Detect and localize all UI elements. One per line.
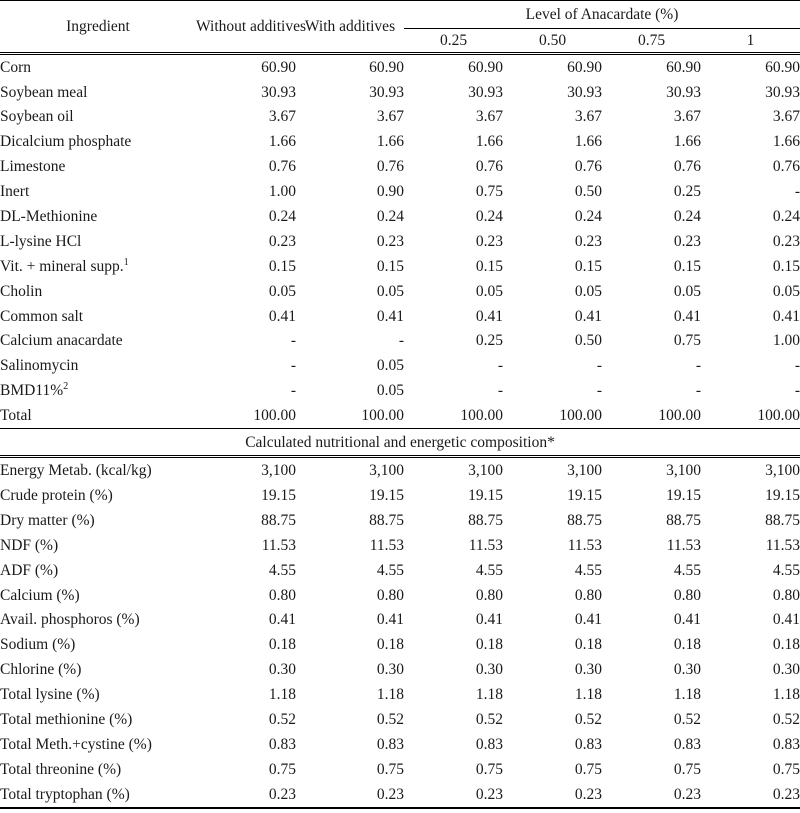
cell-value: 0.25 bbox=[475, 332, 503, 350]
cell-value: 0.80 bbox=[574, 586, 602, 604]
cell-value: 0.52 bbox=[574, 710, 602, 728]
cell-value: 0.24 bbox=[376, 208, 404, 226]
cell-value: 0.76 bbox=[268, 158, 296, 176]
cell-value: 0.30 bbox=[475, 661, 503, 679]
table-header bbox=[0, 1, 800, 54]
column-header-without-additives: Without additives bbox=[196, 1, 296, 53]
cell-value: - bbox=[497, 357, 503, 375]
cell-value: 0.41 bbox=[772, 611, 800, 629]
cell-value: 0.15 bbox=[574, 257, 602, 275]
cell-value: 11.53 bbox=[567, 536, 602, 554]
cell-value: 4.55 bbox=[376, 561, 404, 579]
cell-value: 0.75 bbox=[475, 760, 503, 778]
cell-value: 0.76 bbox=[574, 158, 602, 176]
cell-value: 0.23 bbox=[574, 785, 602, 803]
cell-value: - bbox=[398, 332, 404, 350]
cell-value: 0.24 bbox=[574, 208, 602, 226]
cell-value: 0.41 bbox=[673, 307, 701, 325]
row-label-nutrient: Dry matter (%) bbox=[0, 511, 95, 529]
cell-value: 0.41 bbox=[268, 307, 296, 325]
cell-value: 0.76 bbox=[673, 158, 701, 176]
cell-value: 0.80 bbox=[475, 586, 503, 604]
cell-value: 100.00 bbox=[559, 407, 602, 425]
cell-value: 3.67 bbox=[475, 108, 503, 126]
rule-line bbox=[0, 807, 800, 808]
cell-value: 1.18 bbox=[574, 686, 602, 704]
table-row bbox=[0, 657, 800, 682]
table-row bbox=[0, 682, 800, 707]
cell-value: 88.75 bbox=[567, 511, 602, 529]
cell-value: 3,100 bbox=[567, 462, 602, 480]
table-row bbox=[0, 403, 800, 428]
cell-value: 1.66 bbox=[673, 133, 701, 151]
table-row bbox=[0, 354, 800, 379]
cell-value: 0.80 bbox=[268, 586, 296, 604]
cell-value: 0.24 bbox=[673, 208, 701, 226]
cell-value: 11.53 bbox=[765, 536, 800, 554]
column-header-level-2: 0.75 bbox=[637, 31, 666, 49]
cell-value: 0.18 bbox=[574, 636, 602, 654]
row-label-nutrient: Total threonine (%) bbox=[0, 760, 122, 778]
cell-value: 0.75 bbox=[268, 760, 296, 778]
cell-value: 60.90 bbox=[369, 58, 404, 76]
cell-value: 0.80 bbox=[376, 586, 404, 604]
cell-value: 0.80 bbox=[772, 586, 800, 604]
cell-value: 0.18 bbox=[376, 636, 404, 654]
cell-value: 0.05 bbox=[376, 357, 404, 375]
cell-value: 0.23 bbox=[673, 232, 701, 250]
cell-value: 30.93 bbox=[765, 83, 800, 101]
cell-value: 0.50 bbox=[574, 183, 602, 201]
row-label-nutrient: Sodium (%) bbox=[0, 636, 76, 654]
cell-value: 0.23 bbox=[376, 785, 404, 803]
cell-value: 0.24 bbox=[475, 208, 503, 226]
table-row bbox=[0, 558, 800, 583]
cell-value: 0.41 bbox=[673, 611, 701, 629]
cell-value: 3.67 bbox=[772, 108, 800, 126]
cell-value: 100.00 bbox=[757, 407, 800, 425]
cell-value: 3.67 bbox=[376, 108, 404, 126]
cell-value: 0.25 bbox=[673, 183, 701, 201]
cell-value: 88.75 bbox=[261, 511, 296, 529]
cell-value: 0.18 bbox=[268, 636, 296, 654]
column-header-level-3: 1 bbox=[746, 31, 755, 49]
row-label-ingredient: Dicalcium phosphate bbox=[0, 133, 132, 151]
cell-value: 0.18 bbox=[772, 636, 800, 654]
cell-value: 100.00 bbox=[658, 407, 701, 425]
table-row bbox=[0, 633, 800, 658]
cell-value: 0.30 bbox=[268, 661, 296, 679]
cell-value: 11.53 bbox=[369, 536, 404, 554]
cell-value: 3.67 bbox=[673, 108, 701, 126]
cell-value: 0.41 bbox=[268, 611, 296, 629]
cell-value: 0.52 bbox=[475, 710, 503, 728]
cell-value: 3,100 bbox=[261, 462, 296, 480]
column-group-header-level-of-anacardate: Level of Anacardate (%) bbox=[404, 1, 800, 29]
table-row bbox=[0, 379, 800, 404]
cell-value: 0.41 bbox=[574, 611, 602, 629]
table-row bbox=[0, 583, 800, 608]
cell-value: 0.05 bbox=[376, 382, 404, 400]
cell-value: 0.23 bbox=[673, 785, 701, 803]
cell-value: 1.00 bbox=[268, 183, 296, 201]
cell-value: 19.15 bbox=[261, 486, 296, 504]
cell-value: 0.30 bbox=[376, 661, 404, 679]
cell-value: 88.75 bbox=[468, 511, 503, 529]
cell-value: - bbox=[695, 357, 701, 375]
table-row bbox=[0, 608, 800, 633]
cell-value: - bbox=[695, 382, 701, 400]
cell-value: 0.23 bbox=[376, 232, 404, 250]
cell-value: 11.53 bbox=[261, 536, 296, 554]
cell-value: 0.18 bbox=[673, 636, 701, 654]
cell-value: 0.75 bbox=[673, 760, 701, 778]
table-row bbox=[0, 732, 800, 757]
cell-value: 1.66 bbox=[268, 133, 296, 151]
cell-value: 30.93 bbox=[261, 83, 296, 101]
cell-value: 0.41 bbox=[475, 611, 503, 629]
column-header-ingredient: Ingredient bbox=[0, 1, 196, 53]
cell-value: 19.15 bbox=[765, 486, 800, 504]
column-header-with-additives: With additives bbox=[296, 1, 404, 53]
cell-value: - bbox=[596, 357, 602, 375]
cell-value: 19.15 bbox=[567, 486, 602, 504]
table-row bbox=[0, 508, 800, 533]
cell-value: 0.52 bbox=[268, 710, 296, 728]
cell-value: - bbox=[596, 382, 602, 400]
footnote-marker: 2 bbox=[63, 381, 69, 393]
cell-value: 30.93 bbox=[369, 83, 404, 101]
cell-value: 0.30 bbox=[673, 661, 701, 679]
cell-value: 0.15 bbox=[772, 257, 800, 275]
table-row bbox=[0, 130, 800, 155]
cell-value: 0.05 bbox=[673, 282, 701, 300]
cell-value: 0.50 bbox=[574, 332, 602, 350]
cell-value: 0.30 bbox=[574, 661, 602, 679]
table-row bbox=[0, 757, 800, 782]
table-row bbox=[0, 483, 800, 508]
cell-value: 0.05 bbox=[376, 282, 404, 300]
row-label-ingredient: Cholin bbox=[0, 282, 43, 300]
row-label-nutrient: Total tryptophan (%) bbox=[0, 785, 130, 803]
table-row bbox=[0, 533, 800, 558]
cell-value: 0.23 bbox=[475, 785, 503, 803]
row-label-ingredient: Total bbox=[0, 407, 32, 425]
cell-value: 0.83 bbox=[268, 735, 296, 753]
cell-value: 100.00 bbox=[460, 407, 503, 425]
row-label-ingredient: Soybean meal bbox=[0, 83, 88, 101]
cell-value: 30.93 bbox=[567, 83, 602, 101]
cell-value: 0.41 bbox=[376, 611, 404, 629]
table-row bbox=[0, 155, 800, 180]
cell-value: 0.80 bbox=[673, 586, 701, 604]
row-label-nutrient: Chlorine (%) bbox=[0, 661, 82, 679]
table-row bbox=[0, 179, 800, 204]
cell-value: - bbox=[794, 357, 800, 375]
ingredient-rows-body bbox=[0, 54, 800, 429]
cell-value: 0.23 bbox=[574, 232, 602, 250]
cell-value: 4.55 bbox=[673, 561, 701, 579]
row-label-ingredient: Corn bbox=[0, 58, 31, 76]
row-label-ingredient: Inert bbox=[0, 183, 30, 201]
section-banner-row bbox=[0, 429, 800, 457]
row-label-ingredient: Common salt bbox=[0, 307, 84, 325]
cell-value: 0.75 bbox=[772, 760, 800, 778]
table-row bbox=[0, 229, 800, 254]
cell-value: 0.52 bbox=[376, 710, 404, 728]
section-banner-label: Calculated nutritional and energetic composition* bbox=[0, 429, 800, 457]
row-label-ingredient: DL-Methionine bbox=[0, 208, 98, 226]
cell-value: 0.05 bbox=[772, 282, 800, 300]
row-label-nutrient: ADF (%) bbox=[0, 561, 59, 579]
cell-value: - bbox=[290, 332, 296, 350]
cell-value: 0.41 bbox=[772, 307, 800, 325]
table-row bbox=[0, 279, 800, 304]
cell-value: 0.05 bbox=[475, 282, 503, 300]
cell-value: 3,100 bbox=[765, 462, 800, 480]
row-label-ingredient: Soybean oil bbox=[0, 108, 74, 126]
row-label-ingredient: Limestone bbox=[0, 158, 66, 176]
cell-value: 0.24 bbox=[772, 208, 800, 226]
cell-value: 60.90 bbox=[261, 58, 296, 76]
cell-value: 0.05 bbox=[574, 282, 602, 300]
cell-value: 0.23 bbox=[475, 232, 503, 250]
cell-value: 4.55 bbox=[268, 561, 296, 579]
cell-value: 0.52 bbox=[772, 710, 800, 728]
cell-value: 1.66 bbox=[475, 133, 503, 151]
cell-value: 4.55 bbox=[574, 561, 602, 579]
cell-value: 0.15 bbox=[673, 257, 701, 275]
cell-value: 1.18 bbox=[376, 686, 404, 704]
cell-value: 0.76 bbox=[475, 158, 503, 176]
table-footer bbox=[0, 807, 800, 808]
cell-value: 0.15 bbox=[268, 257, 296, 275]
cell-value: 0.75 bbox=[673, 332, 701, 350]
cell-value: 30.93 bbox=[666, 83, 701, 101]
table-row bbox=[0, 329, 800, 354]
cell-value: 0.15 bbox=[376, 257, 404, 275]
row-label-nutrient: Energy Metab. (kcal/kg) bbox=[0, 462, 152, 480]
cell-value: 1.18 bbox=[268, 686, 296, 704]
row-label-nutrient: Crude protein (%) bbox=[0, 486, 113, 504]
header-row-primary bbox=[0, 1, 800, 29]
cell-value: 0.23 bbox=[268, 785, 296, 803]
cell-value: 0.83 bbox=[574, 735, 602, 753]
cell-value: 0.41 bbox=[475, 307, 503, 325]
column-header-level-1: 0.50 bbox=[538, 31, 567, 49]
table-row bbox=[0, 105, 800, 130]
cell-value: 1.66 bbox=[772, 133, 800, 151]
cell-value: 19.15 bbox=[369, 486, 404, 504]
row-label-ingredient: L-lysine HCl bbox=[0, 232, 82, 250]
cell-value: 0.83 bbox=[376, 735, 404, 753]
cell-value: 0.24 bbox=[268, 208, 296, 226]
cell-value: 0.83 bbox=[673, 735, 701, 753]
cell-value: 19.15 bbox=[666, 486, 701, 504]
table-row bbox=[0, 304, 800, 329]
nutrition-rows-body bbox=[0, 457, 800, 807]
table-row bbox=[0, 80, 800, 105]
row-label-ingredient: BMD11%$^2$ bbox=[0, 381, 69, 400]
table-row bbox=[0, 54, 800, 80]
row-label-ingredient: Vit. + mineral supp.$^1$ bbox=[0, 256, 129, 275]
cell-value: 1.18 bbox=[673, 686, 701, 704]
cell-value: 0.83 bbox=[772, 735, 800, 753]
footer-bottom-rule bbox=[0, 807, 800, 808]
cell-value: 100.00 bbox=[361, 407, 404, 425]
cell-value: - bbox=[794, 183, 800, 201]
cell-value: 19.15 bbox=[468, 486, 503, 504]
cell-value: 3,100 bbox=[468, 462, 503, 480]
cell-value: 0.23 bbox=[772, 785, 800, 803]
table-row bbox=[0, 254, 800, 279]
cell-value: 0.52 bbox=[673, 710, 701, 728]
cell-value: 0.23 bbox=[772, 232, 800, 250]
row-label-nutrient: NDF (%) bbox=[0, 536, 59, 554]
cell-value: 0.75 bbox=[475, 183, 503, 201]
row-label-ingredient: Calcium anacardate bbox=[0, 332, 123, 350]
cell-value: 4.55 bbox=[475, 561, 503, 579]
cell-value: 1.18 bbox=[772, 686, 800, 704]
cell-value: 0.23 bbox=[268, 232, 296, 250]
table-row bbox=[0, 782, 800, 807]
cell-value: 1.00 bbox=[772, 332, 800, 350]
cell-value: 0.41 bbox=[574, 307, 602, 325]
cell-value: 0.18 bbox=[475, 636, 503, 654]
cell-value: 0.75 bbox=[376, 760, 404, 778]
cell-value: 60.90 bbox=[468, 58, 503, 76]
cell-value: 3.67 bbox=[574, 108, 602, 126]
cell-value: 30.93 bbox=[468, 83, 503, 101]
cell-value: 3.67 bbox=[268, 108, 296, 126]
row-label-nutrient: Calcium (%) bbox=[0, 586, 80, 604]
cell-value: - bbox=[290, 357, 296, 375]
row-label-nutrient: Total lysine (%) bbox=[0, 686, 100, 704]
row-label-ingredient: Salinomycin bbox=[0, 357, 79, 375]
row-label-nutrient: Total methionine (%) bbox=[0, 710, 133, 728]
cell-value: 88.75 bbox=[666, 511, 701, 529]
cell-value: 0.41 bbox=[376, 307, 404, 325]
column-header-level-0: 0.25 bbox=[439, 31, 468, 49]
table-row bbox=[0, 457, 800, 483]
cell-value: 11.53 bbox=[468, 536, 503, 554]
table-row bbox=[0, 707, 800, 732]
row-label-nutrient: Total Meth.+cystine (%) bbox=[0, 735, 152, 753]
cell-value: - bbox=[290, 382, 296, 400]
cell-value: 0.76 bbox=[376, 158, 404, 176]
cell-value: 0.83 bbox=[475, 735, 503, 753]
cell-value: 1.66 bbox=[574, 133, 602, 151]
cell-value: 0.75 bbox=[574, 760, 602, 778]
cell-value: 0.30 bbox=[772, 661, 800, 679]
cell-value: 0.05 bbox=[268, 282, 296, 300]
row-label-nutrient: Avail. phosphoros (%) bbox=[0, 611, 140, 629]
cell-value: 1.18 bbox=[475, 686, 503, 704]
section-banner-body bbox=[0, 429, 800, 457]
cell-value: 0.15 bbox=[475, 257, 503, 275]
cell-value: 0.76 bbox=[772, 158, 800, 176]
cell-value: 60.90 bbox=[567, 58, 602, 76]
cell-value: 3,100 bbox=[369, 462, 404, 480]
cell-value: 1.66 bbox=[376, 133, 404, 151]
cell-value: 3,100 bbox=[666, 462, 701, 480]
table-row bbox=[0, 204, 800, 229]
cell-value: - bbox=[497, 382, 503, 400]
cell-value: 88.75 bbox=[765, 511, 800, 529]
cell-value: 100.00 bbox=[253, 407, 296, 425]
cell-value: 60.90 bbox=[666, 58, 701, 76]
cell-value: 88.75 bbox=[369, 511, 404, 529]
cell-value: 11.53 bbox=[666, 536, 701, 554]
cell-value: - bbox=[794, 382, 800, 400]
cell-value: 4.55 bbox=[772, 561, 800, 579]
footnote-marker: 1 bbox=[123, 256, 129, 268]
cell-value: 60.90 bbox=[765, 58, 800, 76]
cell-value: 0.90 bbox=[376, 183, 404, 201]
